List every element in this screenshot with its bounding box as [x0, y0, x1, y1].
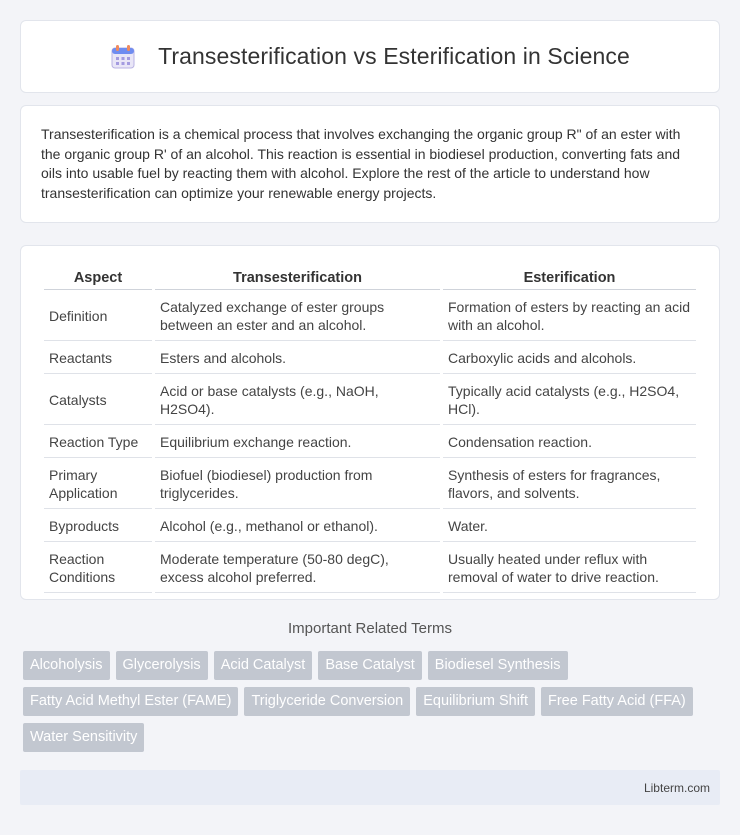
- transesterification-cell: Alcohol (e.g., methanol or ethanol).: [155, 511, 440, 542]
- related-term-tag[interactable]: Base Catalyst: [318, 651, 421, 680]
- esterification-cell: Carboxylic acids and alcohols.: [443, 343, 696, 374]
- table-row: [44, 544, 696, 593]
- aspect-cell: Definition: [44, 292, 152, 341]
- esterification-cell: Water.: [443, 511, 696, 542]
- related-term-tag[interactable]: Biodiesel Synthesis: [428, 651, 568, 680]
- related-term-tag[interactable]: Triglyceride Conversion: [244, 687, 410, 716]
- transesterification-cell: Moderate temperature (50-80 degC), excess alcohol preferred.: [155, 544, 440, 593]
- footer: [20, 770, 720, 805]
- aspect-cell: Catalysts: [44, 376, 152, 425]
- related-term-tag[interactable]: Free Fatty Acid (FFA): [541, 687, 693, 716]
- header-transesterification: Transesterification: [155, 268, 440, 290]
- table-row: [44, 343, 696, 374]
- comparison-table: [41, 266, 699, 595]
- table-header-row: [44, 268, 696, 290]
- page-title: Transesterification vs Esterification in Science: [158, 43, 630, 69]
- related-term-tag[interactable]: Glycerolysis: [116, 651, 208, 680]
- aspect-cell: Reaction Conditions: [44, 544, 152, 593]
- esterification-cell: Condensation reaction.: [443, 427, 696, 458]
- esterification-cell: Synthesis of esters for fragrances, flavors, and solvents.: [443, 460, 696, 509]
- transesterification-cell: Biofuel (biodiesel) production from triglycerides.: [155, 460, 440, 509]
- header-esterification: Esterification: [443, 268, 696, 290]
- table-row: [44, 427, 696, 458]
- calendar-icon: [110, 44, 136, 70]
- transesterification-cell: Equilibrium exchange reaction.: [155, 427, 440, 458]
- aspect-cell: Primary Application: [44, 460, 152, 509]
- header-aspect: Aspect: [44, 268, 152, 290]
- related-term-tag[interactable]: Acid Catalyst: [214, 651, 313, 680]
- footer-link[interactable]: Libterm.com: [643, 780, 710, 795]
- related-terms-list: [20, 651, 720, 759]
- related-term-tag[interactable]: Equilibrium Shift: [416, 687, 535, 716]
- transesterification-cell: Esters and alcohols.: [155, 343, 440, 374]
- related-term-tag[interactable]: Fatty Acid Methyl Ester (FAME): [23, 687, 238, 716]
- related-terms-heading: Important Related Terms: [288, 620, 452, 637]
- aspect-cell: Byproducts: [44, 511, 152, 542]
- aspect-cell: Reactants: [44, 343, 152, 374]
- related-terms-section: [20, 620, 720, 759]
- table-row: [44, 376, 696, 425]
- esterification-cell: Formation of esters by reacting an acid with an alcohol.: [443, 292, 696, 341]
- related-term-tag[interactable]: Water Sensitivity: [23, 723, 144, 752]
- table-row: [44, 511, 696, 542]
- intro-card: [20, 105, 720, 223]
- transesterification-cell: Catalyzed exchange of ester groups between an ester and an alcohol.: [155, 292, 440, 341]
- table-row: [44, 292, 696, 341]
- title-card: [20, 20, 720, 93]
- comparison-card: [20, 245, 720, 600]
- esterification-cell: Usually heated under reflux with removal of water to drive reaction.: [443, 544, 696, 593]
- table-row: [44, 460, 696, 509]
- related-term-tag[interactable]: Alcoholysis: [23, 651, 110, 680]
- aspect-cell: Reaction Type: [44, 427, 152, 458]
- intro-text: Transesterification is a chemical process that involves exchanging the organic group R" of an ester with the organic group R' of an alcohol. This reaction is essential in biodiesel production, converting fats and oils into usable fuel by reacting them with alcohol. Explore the rest of the article to understand how transesterification can optimize your renewable energy projects.: [41, 126, 681, 201]
- esterification-cell: Typically acid catalysts (e.g., H2SO4, HCl).: [443, 376, 696, 425]
- transesterification-cell: Acid or base catalysts (e.g., NaOH, H2SO4).: [155, 376, 440, 425]
